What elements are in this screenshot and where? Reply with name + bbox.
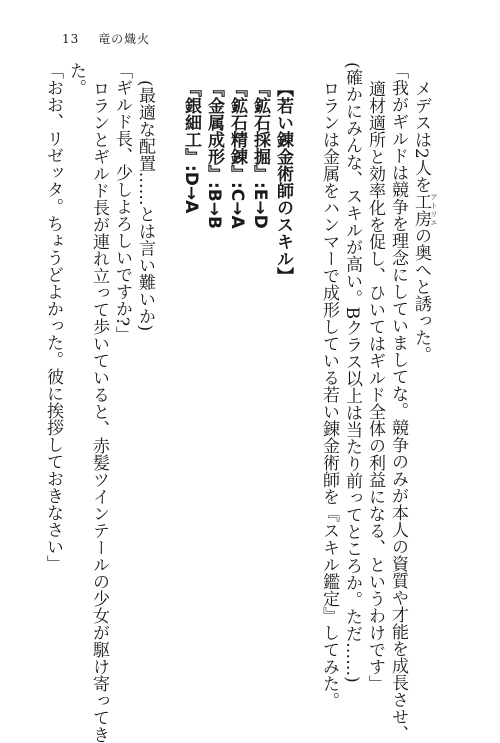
text-column-15: た。 [66,62,86,96]
text-column-2: 「我がギルドは競争を理念にしていましてな。競争のみが本人の資質や才能を成長させ、 [388,62,408,742]
chapter-title: 竜の熾火 [98,32,151,46]
text-column-14: ロランとギルド長が連れ立って歩いていると、赤髪ツインテールの少女が駆け寄ってき [89,80,109,743]
skill-item-refining: 『鉱石精錬』:C→A [227,80,247,229]
text-column-1 [412,80,438,363]
skill-item-silverwork: 『銀細工』:D→A [181,80,201,214]
text-column-12: (最適な配置……とは言い難いか) [135,80,155,332]
text-column-13: 「ギルド長、少しよろしいですか?」 [112,62,132,344]
ruby-annotation: 工房 アトリエ [411,192,438,227]
text-column-4: (確かにみんな、スキルが高い。Bクラス以上は当たり前ってところか。ただ……) [342,62,362,683]
text-column-16: 「おお、リゼッタ。ちょうどよかった。彼に挨拶しておきなさい」 [43,62,63,572]
page-number: 13 [62,32,80,46]
skill-item-forming: 『金属成形』:B→B [204,80,224,229]
page-header [62,30,150,47]
text-column-5: ロランは金属をハンマーで成形している若い錬金術師を『スキル鑑定』してみた。 [319,80,339,709]
skill-item-mining: 『鉱石採掘』:E→D [250,80,270,229]
skill-heading: 【若い錬金術師のスキル】 [273,80,293,284]
col-1-text: メデスは2人を工房 アトリエの奥へと誘った。 [411,80,438,363]
text-column-3: 適材適所と効率化を促し、ひいてはギルド全体の利益になる、というわけです」 [365,80,385,692]
